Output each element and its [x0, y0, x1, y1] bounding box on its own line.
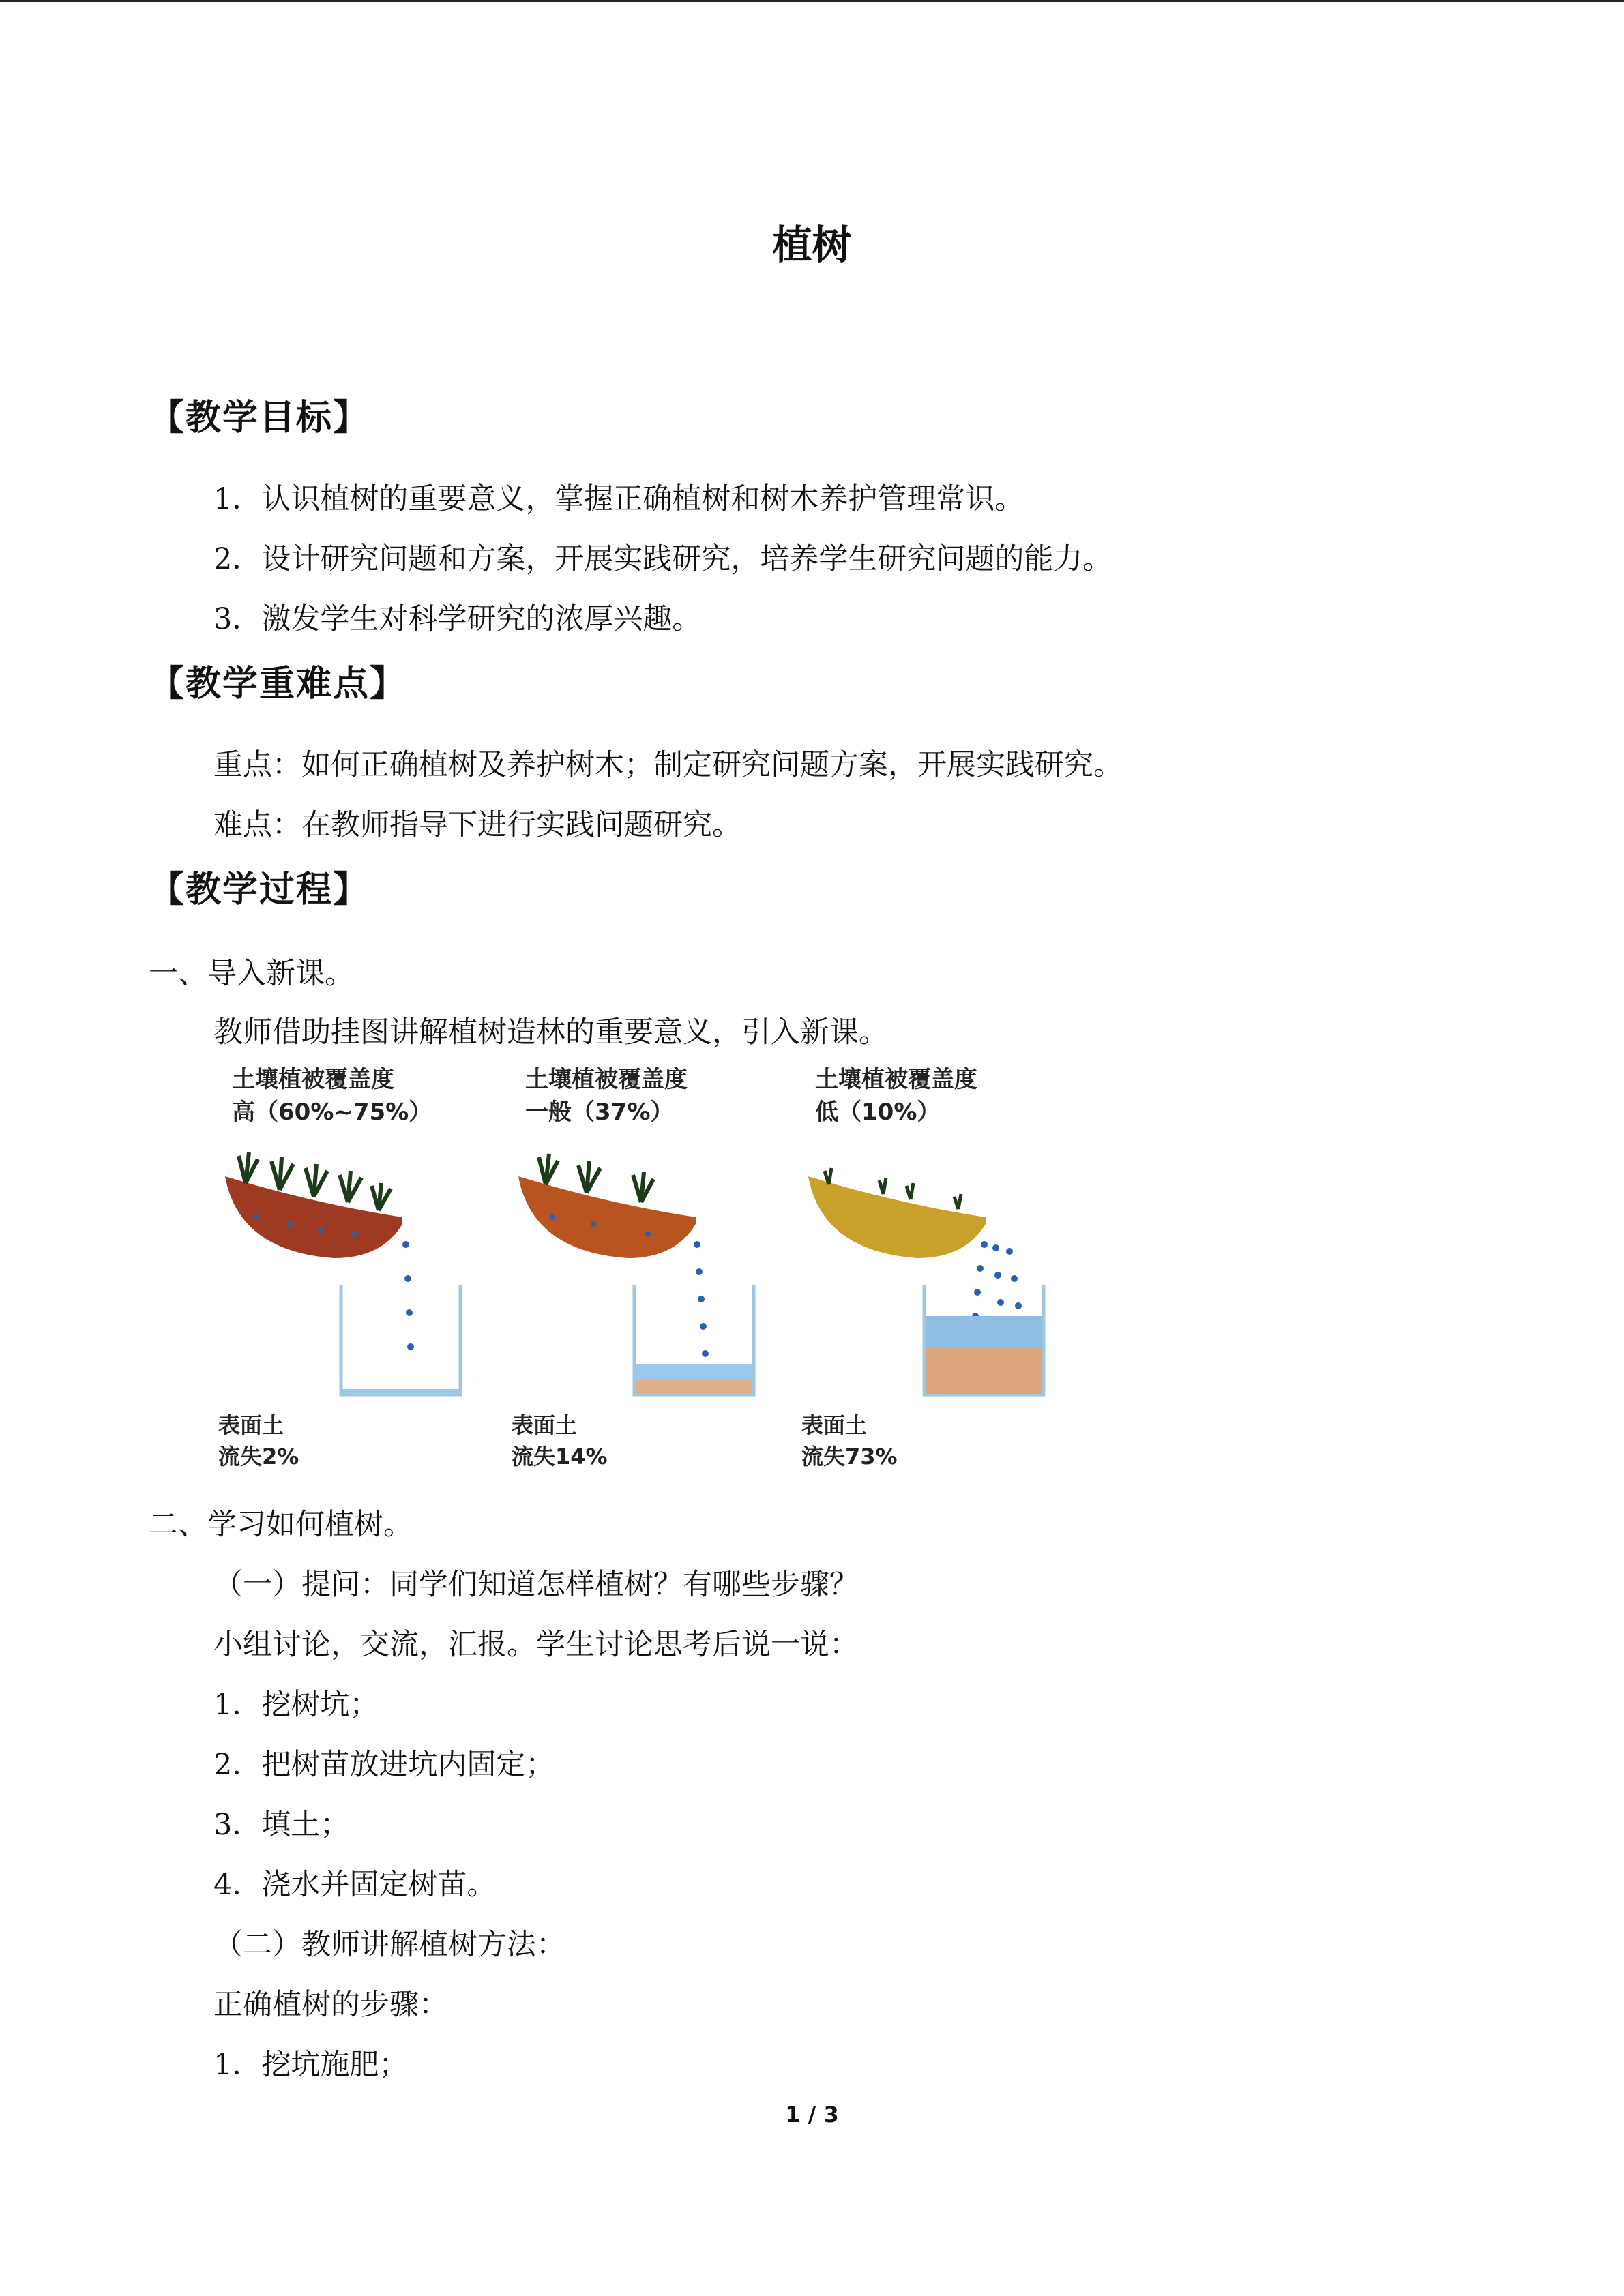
cover-label: 土壤植被覆盖度	[525, 1066, 688, 1093]
process-part2-line-9: 1．挖坑施肥；	[213, 2048, 409, 2082]
section-heading-goals: 【教学目标】	[149, 398, 370, 438]
soil-slope-illustration	[801, 1122, 1088, 1401]
section-heading-key-points: 【教学重难点】	[149, 664, 407, 704]
cover-value: 一般（37%）	[525, 1099, 674, 1126]
key-point-item-1: 重点：如何正确植树及养护树木；制定研究问题方案，开展实践研究。	[213, 748, 1123, 782]
cover-label: 土壤植被覆盖度	[815, 1066, 977, 1093]
process-part2-title: 二、学习如何植树。	[149, 1508, 413, 1542]
process-part2-line-4: 2．把树苗放进坑内固定；	[213, 1748, 555, 1782]
loss-label: 表面土	[512, 1412, 578, 1438]
process-part1-text: 教师借助挂图讲解植树造林的重要意义，引入新课。	[213, 1015, 888, 1049]
section-heading-process: 【教学过程】	[149, 869, 370, 910]
process-part2-line-5: 3．填土；	[213, 1808, 350, 1842]
page-top-border	[0, 0, 1624, 2]
loss-value: 流失2%	[218, 1444, 299, 1470]
page-title: 植树	[772, 222, 852, 268]
key-point-item-2: 难点：在教师指导下进行实践问题研究。	[213, 808, 741, 842]
process-part2-line-2: 小组讨论，交流，汇报。学生讨论思考后说一说：	[213, 1628, 859, 1662]
goal-item-1: 1．认识植树的重要意义，掌握正确植树和树木养护管理常识。	[213, 482, 1024, 516]
loss-label: 表面土	[218, 1412, 284, 1438]
soil-slope-illustration	[512, 1122, 798, 1401]
figure-panel-low	[801, 1060, 1088, 1476]
goal-item-2: 2．设计研究问题和方案，开展实践研究，培养学生研究问题的能力。	[213, 542, 1112, 576]
process-part2-line-7: （二）教师讲解植树方法：	[213, 1928, 565, 1962]
loss-value: 流失73%	[801, 1444, 898, 1470]
figure-panel-high	[218, 1060, 505, 1476]
process-part2-line-8: 正确植树的步骤：	[213, 1988, 448, 2022]
soil-slope-illustration	[218, 1122, 505, 1401]
figure-panel-medium	[512, 1060, 798, 1476]
process-part2-line-1: （一）提问：同学们知道怎样植树？有哪些步骤？	[213, 1568, 859, 1602]
process-part2-line-6: 4．浇水并固定树苗。	[213, 1868, 497, 1902]
cover-value: 高（60%~75%）	[232, 1099, 432, 1126]
cover-value: 低（10%）	[815, 1099, 941, 1126]
process-part2-line-3: 1．挖树坑；	[213, 1688, 379, 1722]
loss-value: 流失14%	[512, 1444, 608, 1470]
loss-label: 表面土	[801, 1412, 868, 1438]
goal-item-3: 3．激发学生对科学研究的浓厚兴趣。	[213, 602, 702, 636]
process-part1-title: 一、导入新课。	[149, 957, 354, 991]
cover-label: 土壤植被覆盖度	[232, 1066, 394, 1093]
page-number: 1 / 3	[785, 2102, 839, 2128]
soil-erosion-figure	[218, 1060, 1071, 1476]
